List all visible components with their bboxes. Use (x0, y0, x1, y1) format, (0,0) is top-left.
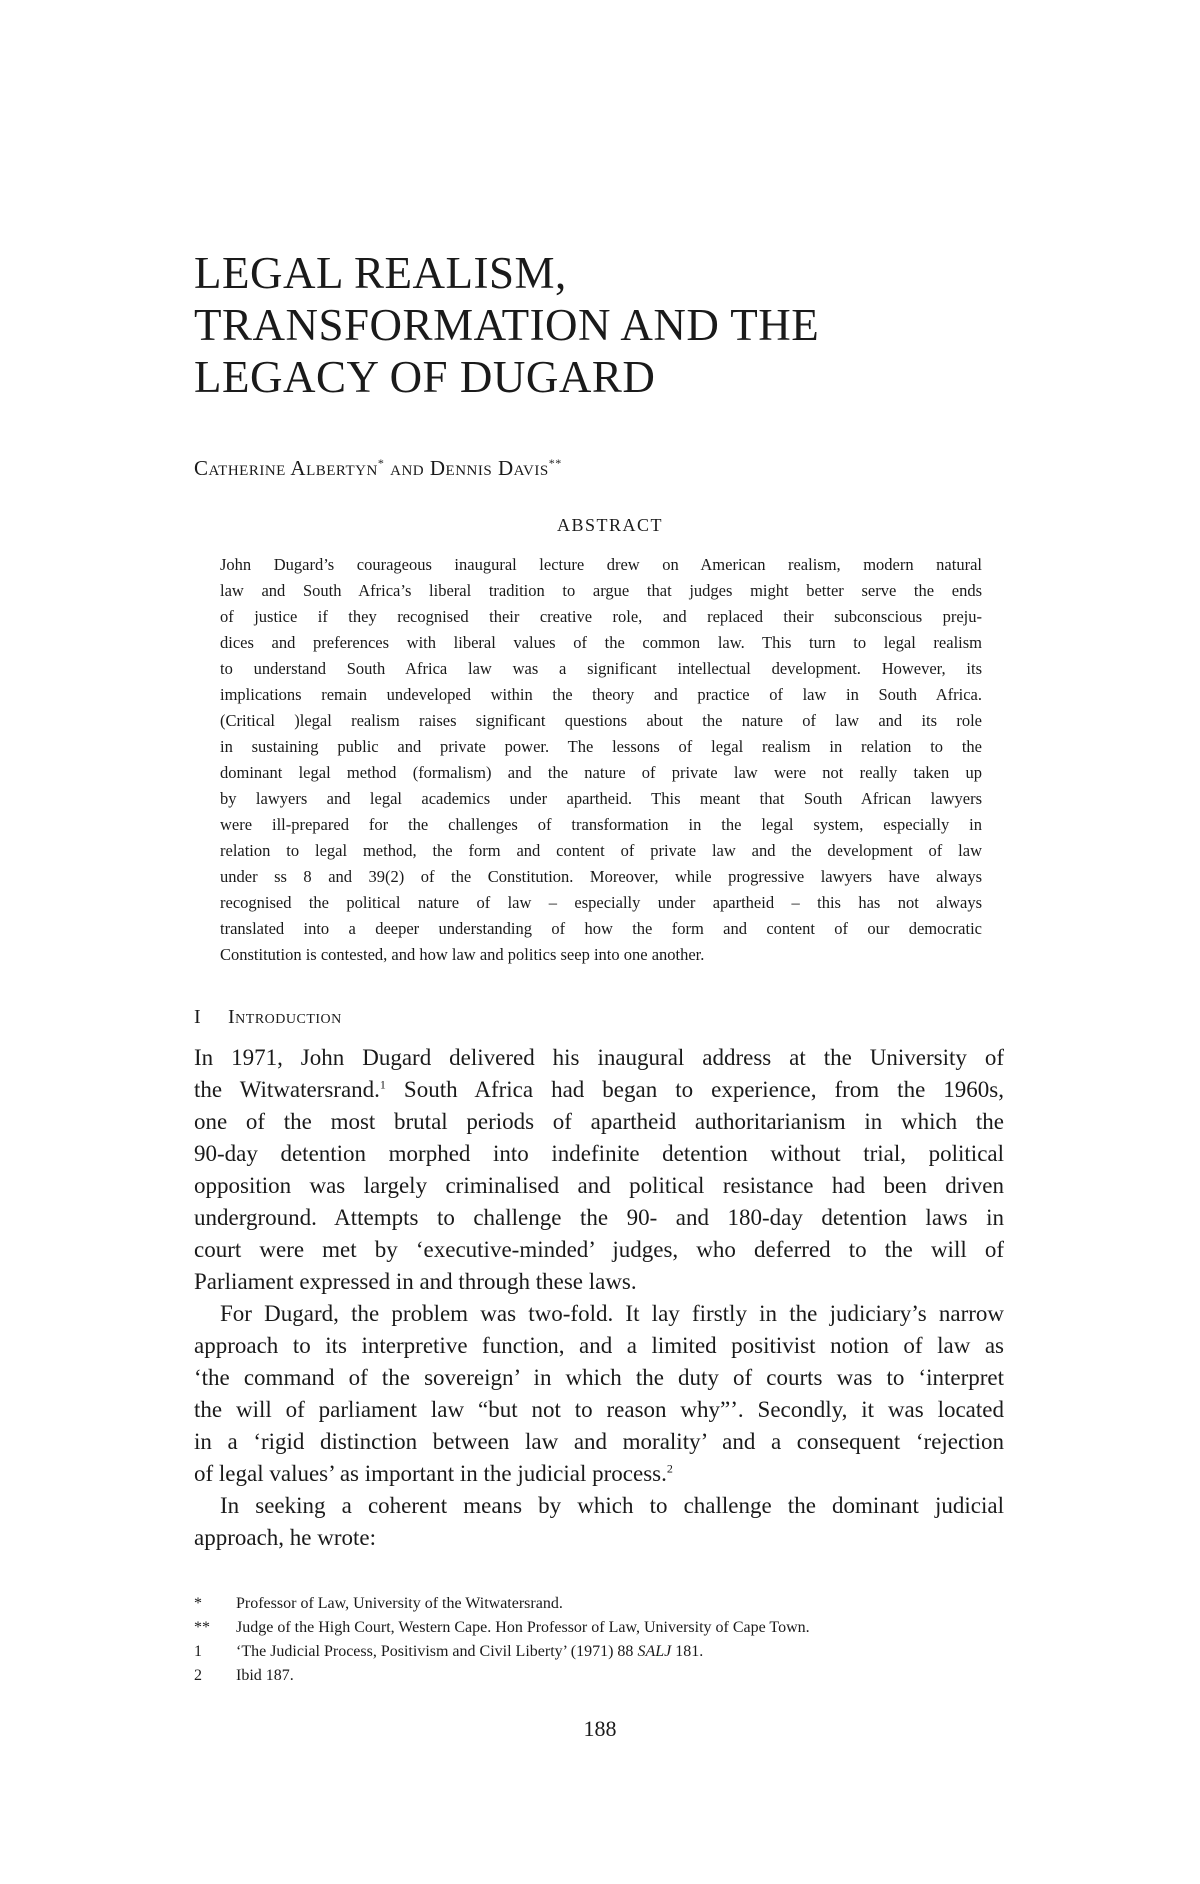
footnote-text-segment: ‘The Judicial Process, Positivism and Civil Liberty’ (1971) 88 (236, 1643, 638, 1660)
abstract-line: John Dugard’s courageous inaugural lecture drew on American realism, modern natural (220, 555, 982, 574)
author-connector: and (390, 456, 425, 480)
footnote-mark: 2 (194, 1667, 202, 1684)
footnote-mark: 1 (194, 1643, 202, 1660)
abstract-heading: ABSTRACT (556, 515, 664, 535)
author-name: Catherine Albertyn (194, 456, 378, 480)
body-line: the will of parliament law “but not to reason why”’. Secondly, it was located (194, 1397, 1004, 1422)
body-line: court were met by ‘executive-minded’ judges, who deferred to the will of (194, 1237, 1004, 1262)
abstract-line: were ill-prepared for the challenges of transformation in the legal system, especially in (220, 815, 982, 834)
author-line (194, 456, 562, 481)
body-line: opposition was largely criminalised and political resistance had been driven (194, 1173, 1004, 1198)
section-label: Introduction (228, 1006, 342, 1028)
abstract-line: relation to legal method, the form and content of private law and the development of law (220, 841, 982, 860)
section-heading (194, 1006, 342, 1029)
title-line: LEGACY OF DUGARD (194, 352, 656, 402)
body-line (194, 1074, 1004, 1106)
body-line: approach to its interpretive function, and a limited positivist notion of law as (194, 1333, 1004, 1358)
footnote-text: Ibid 187. (236, 1667, 294, 1684)
footnotes (194, 1592, 1004, 1688)
footnote-text (236, 1640, 703, 1664)
body-line (194, 1458, 1004, 1490)
abstract-line: by lawyers and legal academics under apartheid. This meant that South African lawyers (220, 789, 982, 808)
body-line-segment: of legal values’ as important in the judicial process. (194, 1461, 667, 1486)
footnote-text-segment: 181. (671, 1643, 704, 1660)
abstract-line: to understand South Africa law was a significant intellectual development. However, its (220, 659, 982, 678)
footnote (194, 1616, 1004, 1640)
abstract-line: implications remain undeveloped within the theory and practice of law in South Africa. (220, 685, 982, 704)
footnote-ref: 1 (379, 1077, 386, 1092)
body-line: In seeking a coherent means by which to challenge the dominant judicial (220, 1493, 1004, 1518)
abstract-line: recognised the political nature of law – especially under apartheid – this has not always (220, 893, 982, 912)
body-line: one of the most brutal periods of apartheid authoritarianism in which the (194, 1109, 1004, 1134)
journal-name: SALJ (637, 1643, 672, 1660)
abstract-line: translated into a deeper understanding of how the form and content of our democratic (220, 919, 982, 938)
footnote (194, 1640, 1004, 1664)
abstract-line: law and South Africa’s liberal tradition to argue that judges might better serve the ends (220, 581, 982, 600)
body-line-segment: South Africa had began to experience, from the 1960s, (385, 1077, 1004, 1102)
title-line: LEGAL REALISM, (194, 248, 567, 298)
abstract-line: under ss 8 and 39(2) of the Constitution. Moreover, while progressive lawyers have always (220, 867, 982, 886)
body-line: ‘the command of the sovereign’ in which the duty of courts was to ‘interpret (194, 1365, 1004, 1390)
article-title (194, 247, 1014, 403)
body-line: Parliament expressed in and through these laws. (194, 1269, 637, 1294)
author-footnote-mark: * (377, 456, 385, 470)
author-footnote-mark: ** (548, 456, 562, 470)
abstract-line: in sustaining public and private power. The lessons of legal realism in relation to the (220, 737, 982, 756)
body-line: in a ‘rigid distinction between law and morality’ and a consequent ‘rejection (194, 1429, 1004, 1454)
abstract-body (220, 552, 982, 968)
body-line: approach, he wrote: (194, 1525, 377, 1550)
body-line: underground. Attempts to challenge the 90- and 180-day detention laws in (194, 1205, 1004, 1230)
abstract-line: Constitution is contested, and how law and politics seep into one another. (220, 945, 705, 964)
abstract-line: of justice if they recognised their creative role, and replaced their subconscious preju- (220, 607, 982, 626)
abstract-line: (Critical )legal realism raises significant questions about the nature of law and its role (220, 711, 982, 730)
footnote-mark: * (194, 1595, 202, 1612)
footnote (194, 1664, 1004, 1688)
page-number: 188 (583, 1716, 617, 1741)
author-name: Dennis Davis (429, 456, 549, 480)
section-number: I (194, 1006, 201, 1028)
footnote-ref: 2 (666, 1461, 673, 1476)
footnote-text: Professor of Law, University of the Witwatersrand. (236, 1595, 563, 1612)
title-line: TRANSFORMATION AND THE (194, 300, 820, 350)
abstract-line: dices and preferences with liberal values of the common law. This turn to legal realism (220, 633, 982, 652)
body-line: 90-day detention morphed into indefinite detention without trial, political (194, 1141, 1004, 1166)
body-line: For Dugard, the problem was two-fold. It lay firstly in the judiciary’s narrow (220, 1301, 1004, 1326)
body-text (194, 1042, 1004, 1554)
body-line-segment: the Witwatersrand. (194, 1077, 380, 1102)
footnote-mark: ** (194, 1619, 210, 1636)
footnote-text: Judge of the High Court, Western Cape. Hon Professor of Law, University of Cape Town. (236, 1619, 810, 1636)
body-line: In 1971, John Dugard delivered his inaugural address at the University of (194, 1045, 1004, 1070)
footnote (194, 1592, 1004, 1616)
abstract-line: dominant legal method (formalism) and the nature of private law were not really taken up (220, 763, 982, 782)
